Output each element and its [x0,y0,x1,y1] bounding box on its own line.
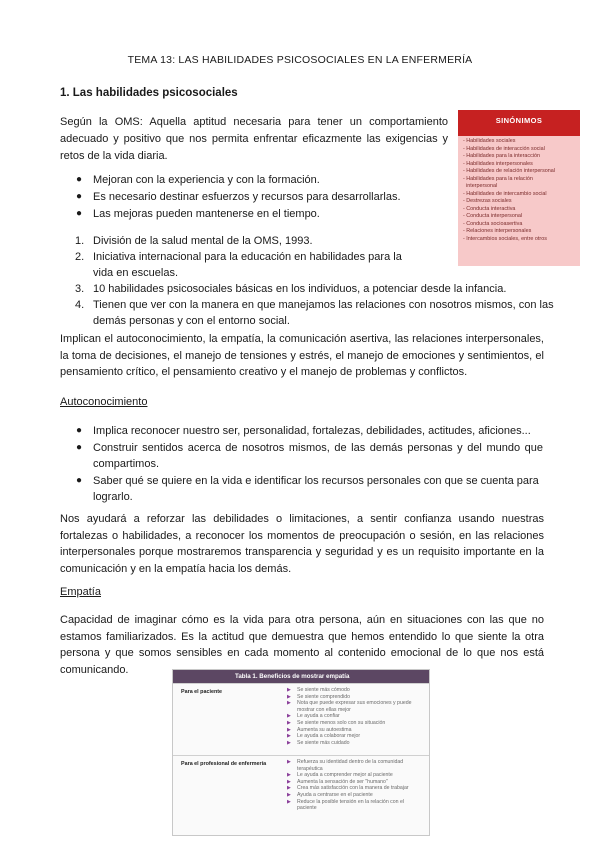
list-item: - Intercambios sociales, entre otros [463,235,547,242]
list-item: interpersonal [463,183,498,189]
subheading-empatia: Empatía [60,586,101,598]
empathy-benefits-table [172,669,430,836]
arrow-icon: ▶ [287,719,291,726]
row-label: Para el profesional de enfermería [181,761,267,767]
arrow-icon: ▶ [287,739,291,746]
list-item: - Conducta socioasertiva [463,220,523,227]
list-item: - Habilidades sociales [463,138,516,144]
list-item: ▶ Se siente más cuidado [287,739,350,746]
empatia-paragraph: Capacidad de imaginar cómo es la vida para otra persona, aún en situaciones con las que no estamos familiarizados. Es la actitud que demuestra que hemos entendido lo que siente la otra persona y que somos sensibles en cada momento al contenido emocional de lo que nos está comunicando. [60,614,544,676]
bullet-icon: ● [76,208,83,219]
list-item: - Habilidades de relación interpersonal [463,168,555,174]
arrow-icon: ▶ [287,759,291,765]
list-item: - Habilidades de intercambio social [463,190,547,197]
list-item: ● Construir sentidos acerca de nosotros mismos, de las demás personas y del mundo que compartimos. [76,442,543,470]
implican-paragraph: Implican el autoconocimiento, la empatía, la comunicación asertiva, las relaciones interpersonales, la toma de decisiones, el manejo de tensiones y estrés, el manejo de emociones y sentimientos, el pensamiento crítico, el pensamiento creativo y el manejo de problemas y conflictos. [60,333,544,378]
bullet-icon: ● [76,425,83,436]
list-item: ▶ Aumenta la sensación de ser "humano" [287,778,388,785]
synonyms-heading: SINÓNIMOS [458,110,580,136]
list-item: ▶ Crea más satisfacción con la manera de trabajar [287,785,409,792]
list-item: ● Mejoran con la experiencia y con la formación. [76,174,320,186]
list-item: - Habilidades de interacción social [463,145,545,152]
bullet-list-features [76,172,453,222]
bullet-icon: ● [76,475,83,486]
list-item: ● Es necesario destinar esfuerzos y recursos para desarrollarlas. [76,191,401,203]
arrow-icon: ▶ [287,778,291,785]
table-row [173,755,429,836]
bullet-icon: ● [76,191,83,202]
arrow-icon: ▶ [287,693,291,700]
bullet-icon: ● [76,442,83,453]
arrow-icon: ▶ [287,798,291,805]
row-label: Para el paciente [181,689,223,695]
list-item: - Habilidades para la relación [463,175,533,182]
list-item: ▶ Se siente más cómodo [287,687,350,693]
synonyms-box [458,110,580,266]
list-item: - Conducta interpersonal [463,213,523,219]
list-item: ▶ Nota que puede expresar sus emociones y puede mostrar con ellas mejor [287,700,412,713]
list-item: ● Implica reconocer nuestro ser, personalidad, fortalezas, debilidades, actitudes, aficiones... [76,425,531,437]
table-row [173,683,429,756]
list-item: - Relaciones interpersonales [463,228,532,234]
arrow-icon: ▶ [287,726,291,733]
list-item: 4. Tienen que ver con la manera en que manejamos las relaciones con nosotros mismos, con las demás personas y con el entorno social. [75,299,554,327]
list-item: ● Saber qué se quiere en la vida e identificar los recursos personales con que se cuenta para lograrlo. [76,475,539,503]
arrow-icon: ▶ [287,733,291,740]
intro-paragraph: Según la OMS: Aquella aptitud necesaria para tener un comportamiento adecuado y positivo que nos permita enfrentar eficazmente las exigencias y retos de la vida diaria. [60,116,448,162]
arrow-icon: ▶ [287,700,291,707]
section-heading-habilidades: 1. Las habilidades psicosociales [60,87,238,99]
bullet-icon: ● [76,174,83,185]
list-item: - Habilidades para la interacción [463,153,541,159]
list-item: ▶ Se siente comprendido [287,693,351,700]
list-item: ▶ Refuerza su identidad dentro de la comunidad terapéutica [287,759,404,772]
list-item: 3. 10 habilidades psicosociales básicas en los individuos, a potenciar desde la infancia. [75,283,507,295]
subheading-autoconocimiento: Autoconocimiento [60,396,148,408]
list-item: ▶ Reduce la posible tensión en la relación con el paciente [287,798,404,812]
list-item: - Habilidades interpersonales [463,160,533,167]
list-item: ▶ Le ayuda a confiar [287,713,340,720]
list-item: ▶ Le ayuda a colaborar mejor [287,733,361,740]
arrow-icon: ▶ [287,713,291,720]
list-item: ▶ Le ayuda a comprender mejor al paciente [287,772,393,779]
list-item: - Conducta interactiva [463,205,516,212]
list-item: 2. Iniciativa internacional para la educación en habilidades para la vida en escuelas. [75,251,402,279]
arrow-icon: ▶ [287,772,291,779]
list-item: ▶ Aumenta su autoestima [287,726,352,733]
table-title: Tabla 1. Beneficios de mostrar empatía [173,670,429,683]
nos-ayudara-paragraph: Nos ayudará a reforzar las debilidades o limitaciones, a sentir confianza usando nuestras fortalezas o habilidades, a reconocer los momentos de preocupación o sesión, en las relaciones interpersonales porque mostraremos transparencia y seguridad y es un requisito importante en la comunicación y en la empatía hacia los demás. [60,513,544,575]
list-item: 1. División de la salud mental de la OMS, 1993. [75,235,313,247]
arrow-icon: ▶ [287,687,291,693]
row-items [287,759,425,812]
arrow-icon: ▶ [287,791,291,798]
list-item: ▶ Se siente menos solo con su situación [287,719,386,726]
document-title: TEMA 13: LAS HABILIDADES PSICOSOCIALES EN LA ENFERMERÍA [127,54,473,66]
list-item: ● Las mejoras pueden mantenerse en el tiempo. [76,208,320,220]
synonyms-list [458,138,580,243]
list-item: ▶ Ayuda a centrarse en el paciente [287,791,373,798]
row-items [287,687,425,746]
list-item: - Destrezas sociales [463,198,512,204]
arrow-icon: ▶ [287,785,291,792]
bullet-list-autoconocimiento [76,423,543,505]
